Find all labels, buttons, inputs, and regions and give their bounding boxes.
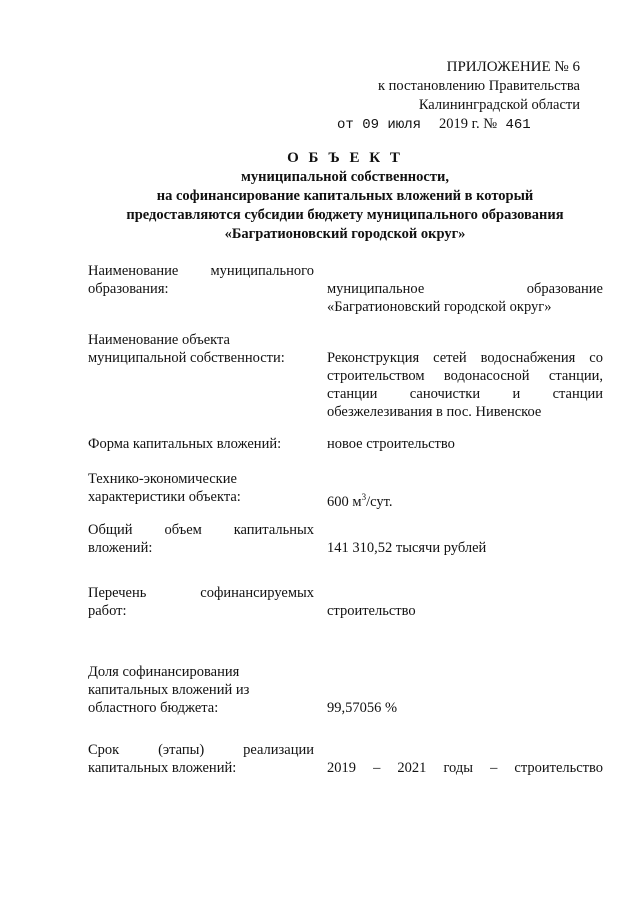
field-value: строительство (327, 603, 416, 619)
resolution-number: 461 (505, 117, 531, 133)
value-superscript: 3 (361, 492, 367, 502)
label-line: Доля софинансирования (88, 664, 240, 680)
label-line: капитальных вложений: (88, 760, 237, 776)
appendix-date-line (330, 115, 580, 135)
field-label (88, 584, 314, 620)
document-header (90, 149, 600, 244)
field-value: 2019 – 2021 годы – строительство (327, 760, 603, 776)
date-day: 09 июля (362, 117, 422, 133)
label-line: Перечень софинансируемых (88, 585, 314, 601)
field-object-name (88, 331, 603, 420)
appendix-resolution: к постановлению Правительства (378, 78, 580, 94)
field-value (327, 280, 603, 316)
appendix-title: ПРИЛОЖЕНИЕ № 6 (446, 59, 580, 75)
field-term (88, 741, 603, 821)
label-line: муниципальной собственности: (88, 350, 285, 366)
field-label (88, 331, 314, 367)
field-municipality (88, 262, 603, 342)
field-label (88, 262, 314, 298)
label-line: Технико-экономические (88, 471, 237, 487)
date-year: 2019 г. № (439, 116, 498, 132)
header-line-3: предоставляются субсидии бюджету муниципального образования (126, 207, 564, 223)
field-label (88, 741, 314, 777)
field-works-list (88, 584, 603, 664)
field-cofinancing-share (88, 663, 603, 743)
field-value (327, 488, 603, 511)
value-line: «Багратионовский городской округ» (327, 299, 552, 315)
label-line: Срок (этапы) реализации (88, 742, 314, 758)
field-value: 141 310,52 тысячи рублей (327, 540, 487, 556)
appendix-region: Калининградской области (418, 97, 580, 113)
field-label (88, 521, 314, 557)
field-value: 99,57056 % (327, 700, 398, 716)
label-line: характеристики объекта: (88, 489, 241, 505)
label-line: Наименование объекта (88, 332, 230, 348)
field-value: Реконструкция сетей водоснабжения со строительством водонасосной станции, станции саночистки и станции обезжелезивания в пос. Нивенское (327, 350, 603, 420)
label-line: Общий объем капитальных (88, 522, 314, 538)
header-line-4: «Багратионовский городской округ» (224, 226, 466, 242)
field-label (88, 470, 314, 506)
date-prefix: от (337, 117, 354, 133)
label-line: образования: (88, 281, 169, 297)
document-title: О Б Ъ Е К Т (287, 150, 403, 166)
value-main: 600 м (327, 493, 362, 510)
value-unit: /сут. (366, 493, 393, 510)
header-line-1: муниципальной собственности, (241, 169, 449, 185)
label-line: Наименование муниципального (88, 263, 314, 279)
field-label (88, 663, 314, 717)
field-value: новое строительство (327, 436, 455, 452)
label-line: работ: (88, 603, 127, 619)
field-label: Форма капитальных вложений: (88, 436, 282, 452)
label-line: вложений: (88, 540, 153, 556)
header-line-2: на софинансирование капитальных вложений в который (156, 188, 534, 204)
label-line: капитальных вложений из (88, 682, 250, 698)
appendix-block (330, 58, 580, 135)
value-line: муниципальное образование (327, 281, 603, 297)
label-line: областного бюджета: (88, 700, 219, 716)
